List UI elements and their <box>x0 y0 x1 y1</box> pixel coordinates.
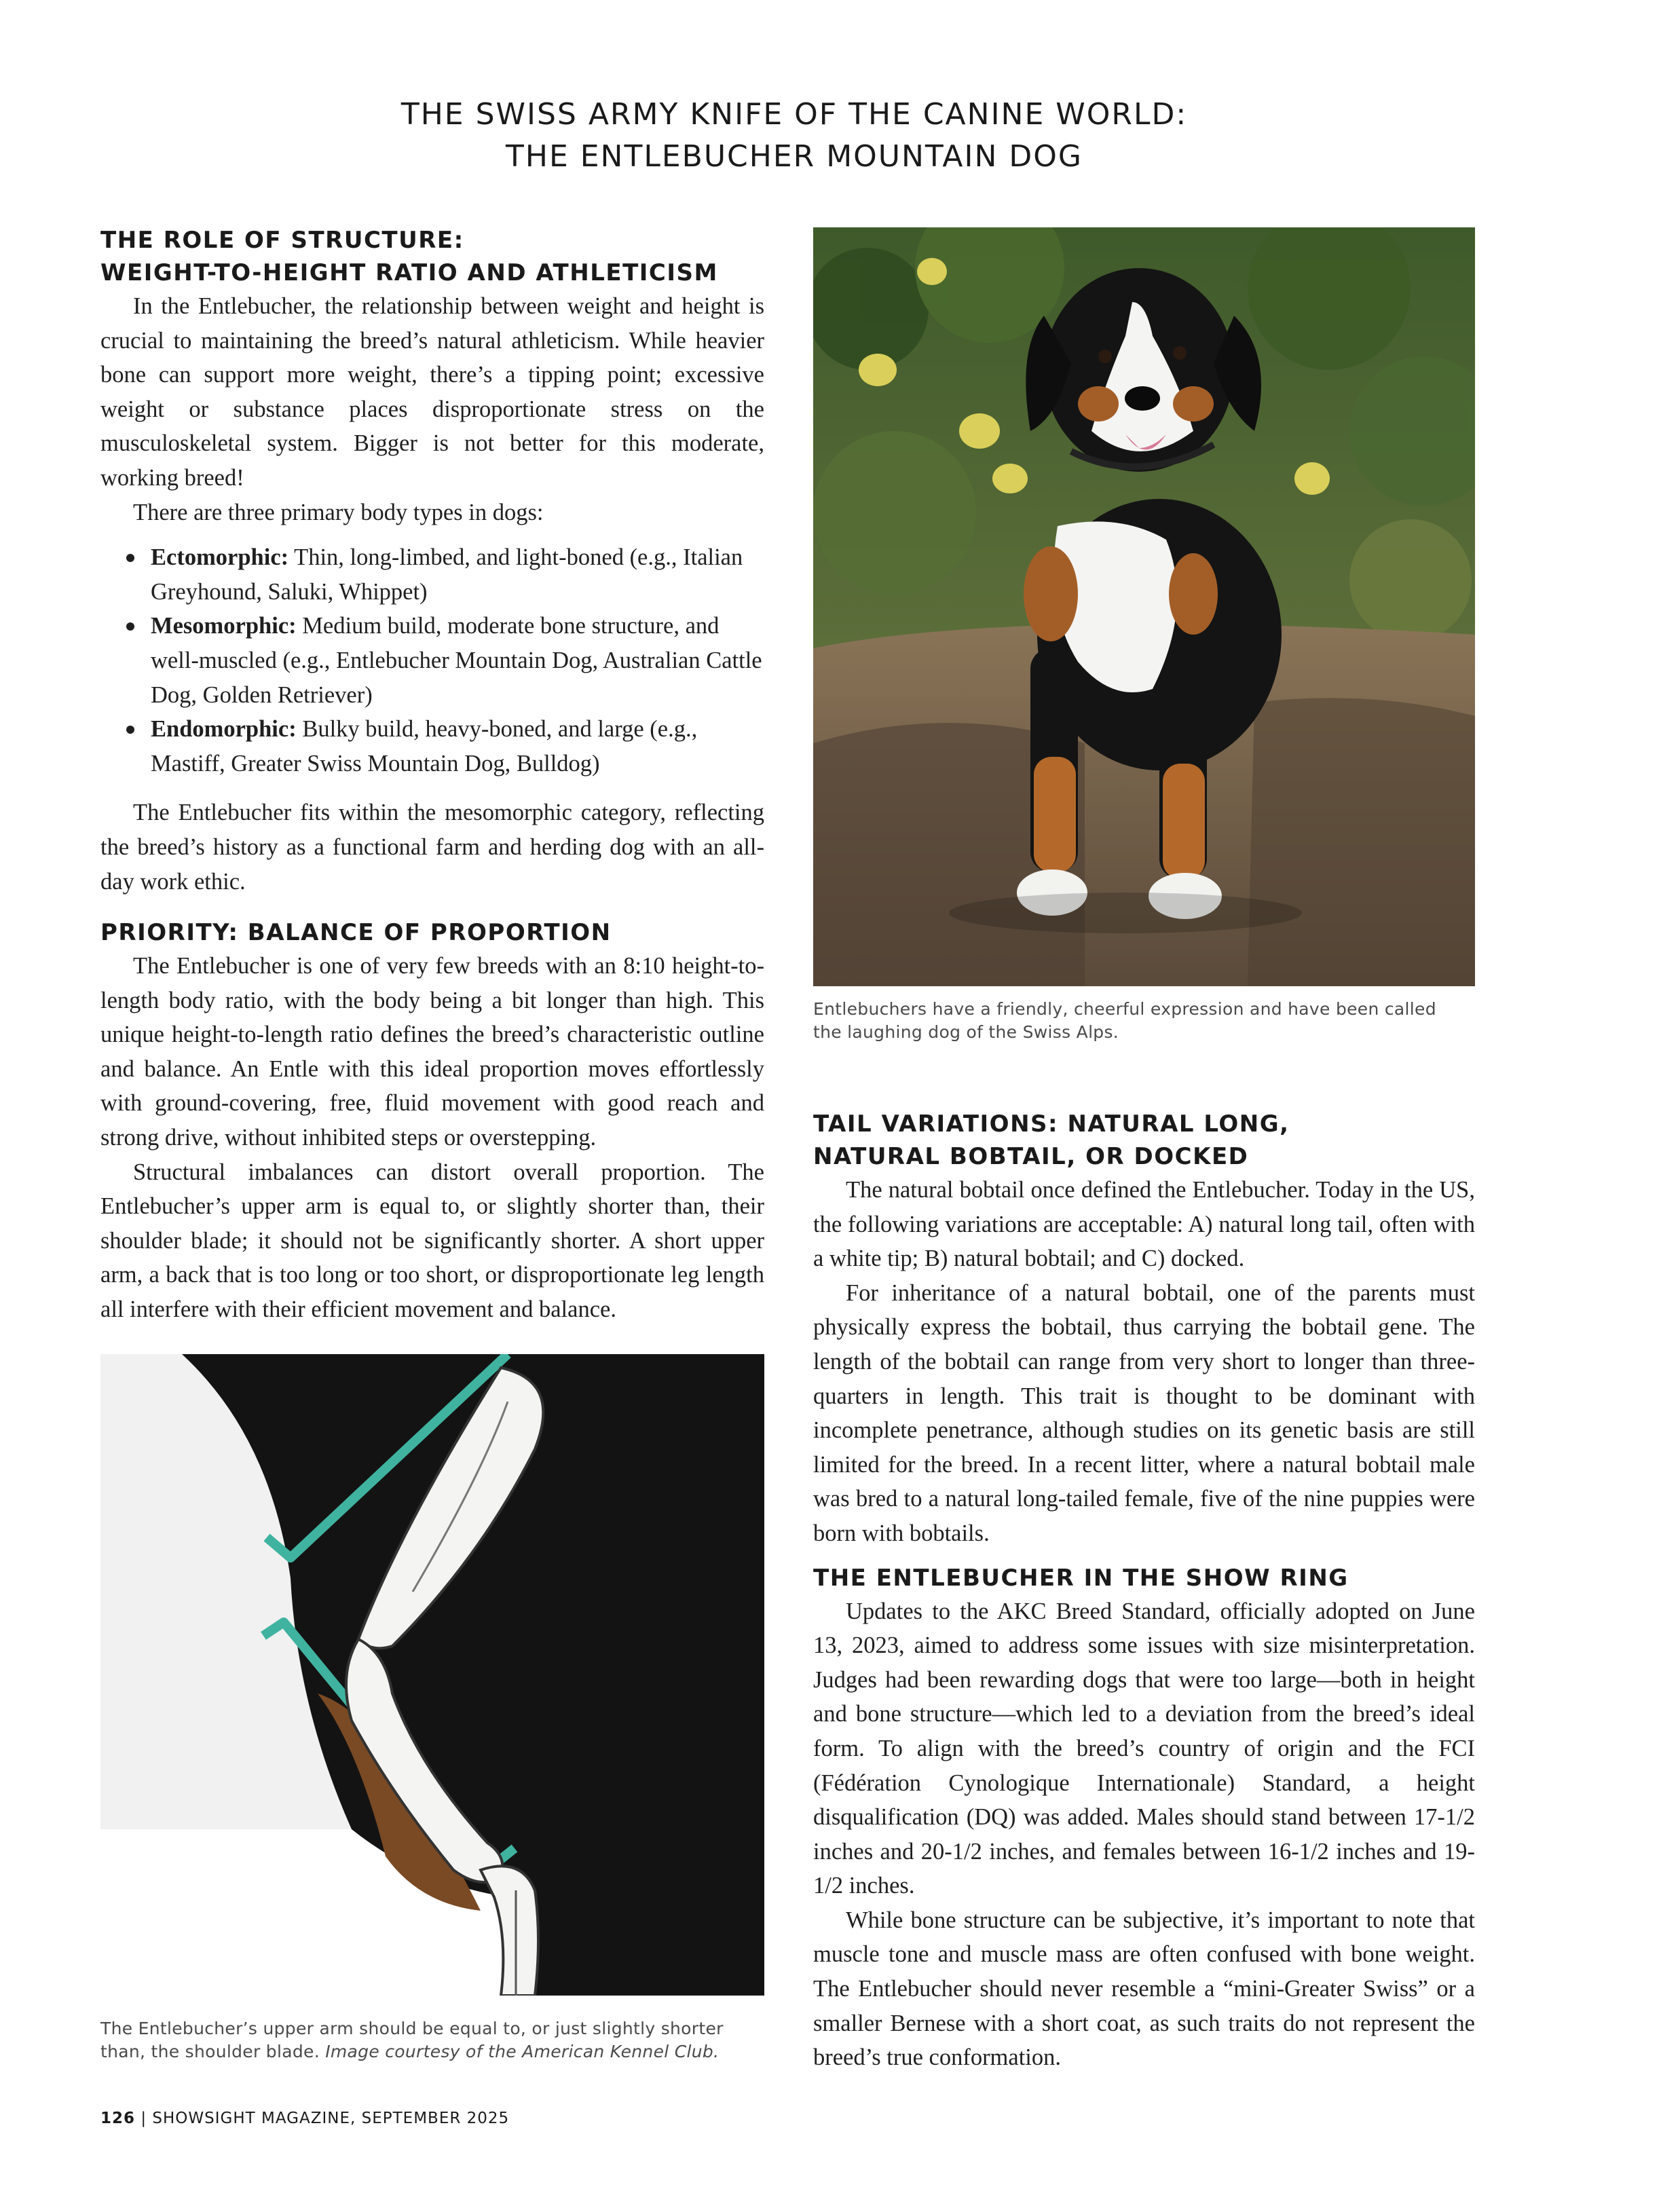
list-item: Mesomorphic: Medium build, moderate bone structure, and well-muscled (e.g., Entlebucher Mountain Dog, Australian Cattle Dog, Golden Retriever) <box>100 609 764 712</box>
page-title-line2: THE ENTLEBUCHER MOUNTAIN DOG <box>506 139 1083 174</box>
paragraph: In the Entlebucher, the relationship between weight and height is crucial to maintaining the breed’s natural athleticism. While heavier bone can support more weight, there’s a tipping point; excessive weight or substance places disproportionate stress on the musculoskeletal system. Bigger is not better for this moderate, working breed! <box>100 293 764 491</box>
left-column <box>100 224 764 1327</box>
paragraph: Structural imbalances can distort overall proportion. The Entlebucher’s upper arm is equal to, or slightly shorter than, their shoulder blade; it should not be significantly shorter. A short upper arm, a back that is too long or too short, or disproportionate leg length all interfere with their efficient movement and balance. <box>100 1159 764 1323</box>
list-item: Ectomorphic: Thin, long-limbed, and light-boned (e.g., Italian Greyhound, Saluki, Whippet) <box>100 540 764 609</box>
page-number: 126 <box>100 2110 136 2127</box>
list-item: Endomorphic: Bulky build, heavy-boned, and large (e.g., Mastiff, Greater Swiss Mountain Dog, Bulldog) <box>100 712 764 781</box>
page-footer: 126 | SHOWSIGHT MAGAZINE, SEPTEMBER 2025 <box>100 2110 510 2127</box>
section-heading-balance: PRIORITY: BALANCE OF PROPORTION <box>100 919 612 947</box>
publication-name: SHOWSIGHT MAGAZINE, SEPTEMBER 2025 <box>152 2110 510 2127</box>
skeleton-illustration <box>100 1354 764 1996</box>
bullet-icon <box>126 622 134 631</box>
paragraph: The Entlebucher is one of very few breeds with an 8:10 height-to-length body ratio, with the body being a bit longer than high. This unique height-to-length ratio defines the breed’s characteristic outline and balance. An Entle with this ideal proportion moves effortlessly with ground-covering, free, fluid movement with good reach and strong drive, without inhibited steps or overstepping. <box>100 953 764 1151</box>
dog-photo <box>813 227 1475 986</box>
paragraph: The Entlebucher fits within the mesomorphic category, reflecting the breed’s history as a functional farm and herding dog with an all-day work ethic. <box>100 800 764 895</box>
paragraph: While bone structure can be subjective, it’s important to note that muscle tone and muscle mass are often confused with bone weight. The Entlebucher should never resemble a “mini-Greater Swiss” or a smaller Bernese with a short coat, as such traits do not represent the breed’s true conformation. <box>813 1907 1475 2071</box>
section-heading-structure: THE ROLE OF STRUCTURE: WEIGHT-TO-HEIGHT RATIO AND ATHLETICISM <box>100 227 718 286</box>
paragraph: Updates to the AKC Breed Standard, officially adopted on June 13, 2023, aimed to address some issues with size misinterpretation. Judges had been rewarding dogs that were too large—both in height and bone structure—which led to a deviation from the breed’s ideal form. To align with the breed’s country of origin and the FCI (Fédération Cynologique Internationale) Standard, a height disqualification (DQ) was added. Males should stand between 17-1/2 inches and 20-1/2 inches, and females between 16-1/2 inches and 19-1/2 inches. <box>813 1598 1475 1899</box>
paragraph: There are three primary body types in dogs: <box>133 499 544 525</box>
paragraph: For inheritance of a natural bobtail, one of the parents must physically express the bobtail, thus carrying the bobtail gene. The length of the bobtail can range from very short to longer than three-quarters in length. This trait is thought to be dominant with incomplete penetrance, although studies on its genetic basis are still limited for the breed. In a recent litter, where a natural bobtail male was bred to a natural long-tailed female, five of the nine puppies were born with bobtails. <box>813 1279 1475 1546</box>
photo-caption: Entlebuchers have a friendly, cheerful expression and have been called the laughing dog of the Swiss Alps. <box>813 999 1436 1042</box>
paragraph: The natural bobtail once defined the Entlebucher. Today in the US, the following variations are acceptable: A) natural long tail, often with a white tip; B) natural bobtail; and C) docked. <box>813 1177 1475 1272</box>
bullet-icon <box>126 554 134 562</box>
right-column <box>813 1108 1475 2075</box>
bullet-icon <box>126 726 134 734</box>
illustration-caption: The Entlebucher’s upper arm should be equal to, or just slightly shorter than, the shoulder blade. Image courtesy of the American Kennel Club. <box>100 2019 724 2061</box>
page-title <box>204 94 1385 178</box>
body-type-list <box>100 540 764 781</box>
section-heading-tail: TAIL VARIATIONS: NATURAL LONG, NATURAL BOBTAIL, OR DOCKED <box>813 1110 1290 1170</box>
section-heading-show-ring: THE ENTLEBUCHER IN THE SHOW RING <box>813 1564 1349 1592</box>
page-title-line1: THE SWISS ARMY KNIFE OF THE CANINE WORLD: <box>400 97 1188 132</box>
